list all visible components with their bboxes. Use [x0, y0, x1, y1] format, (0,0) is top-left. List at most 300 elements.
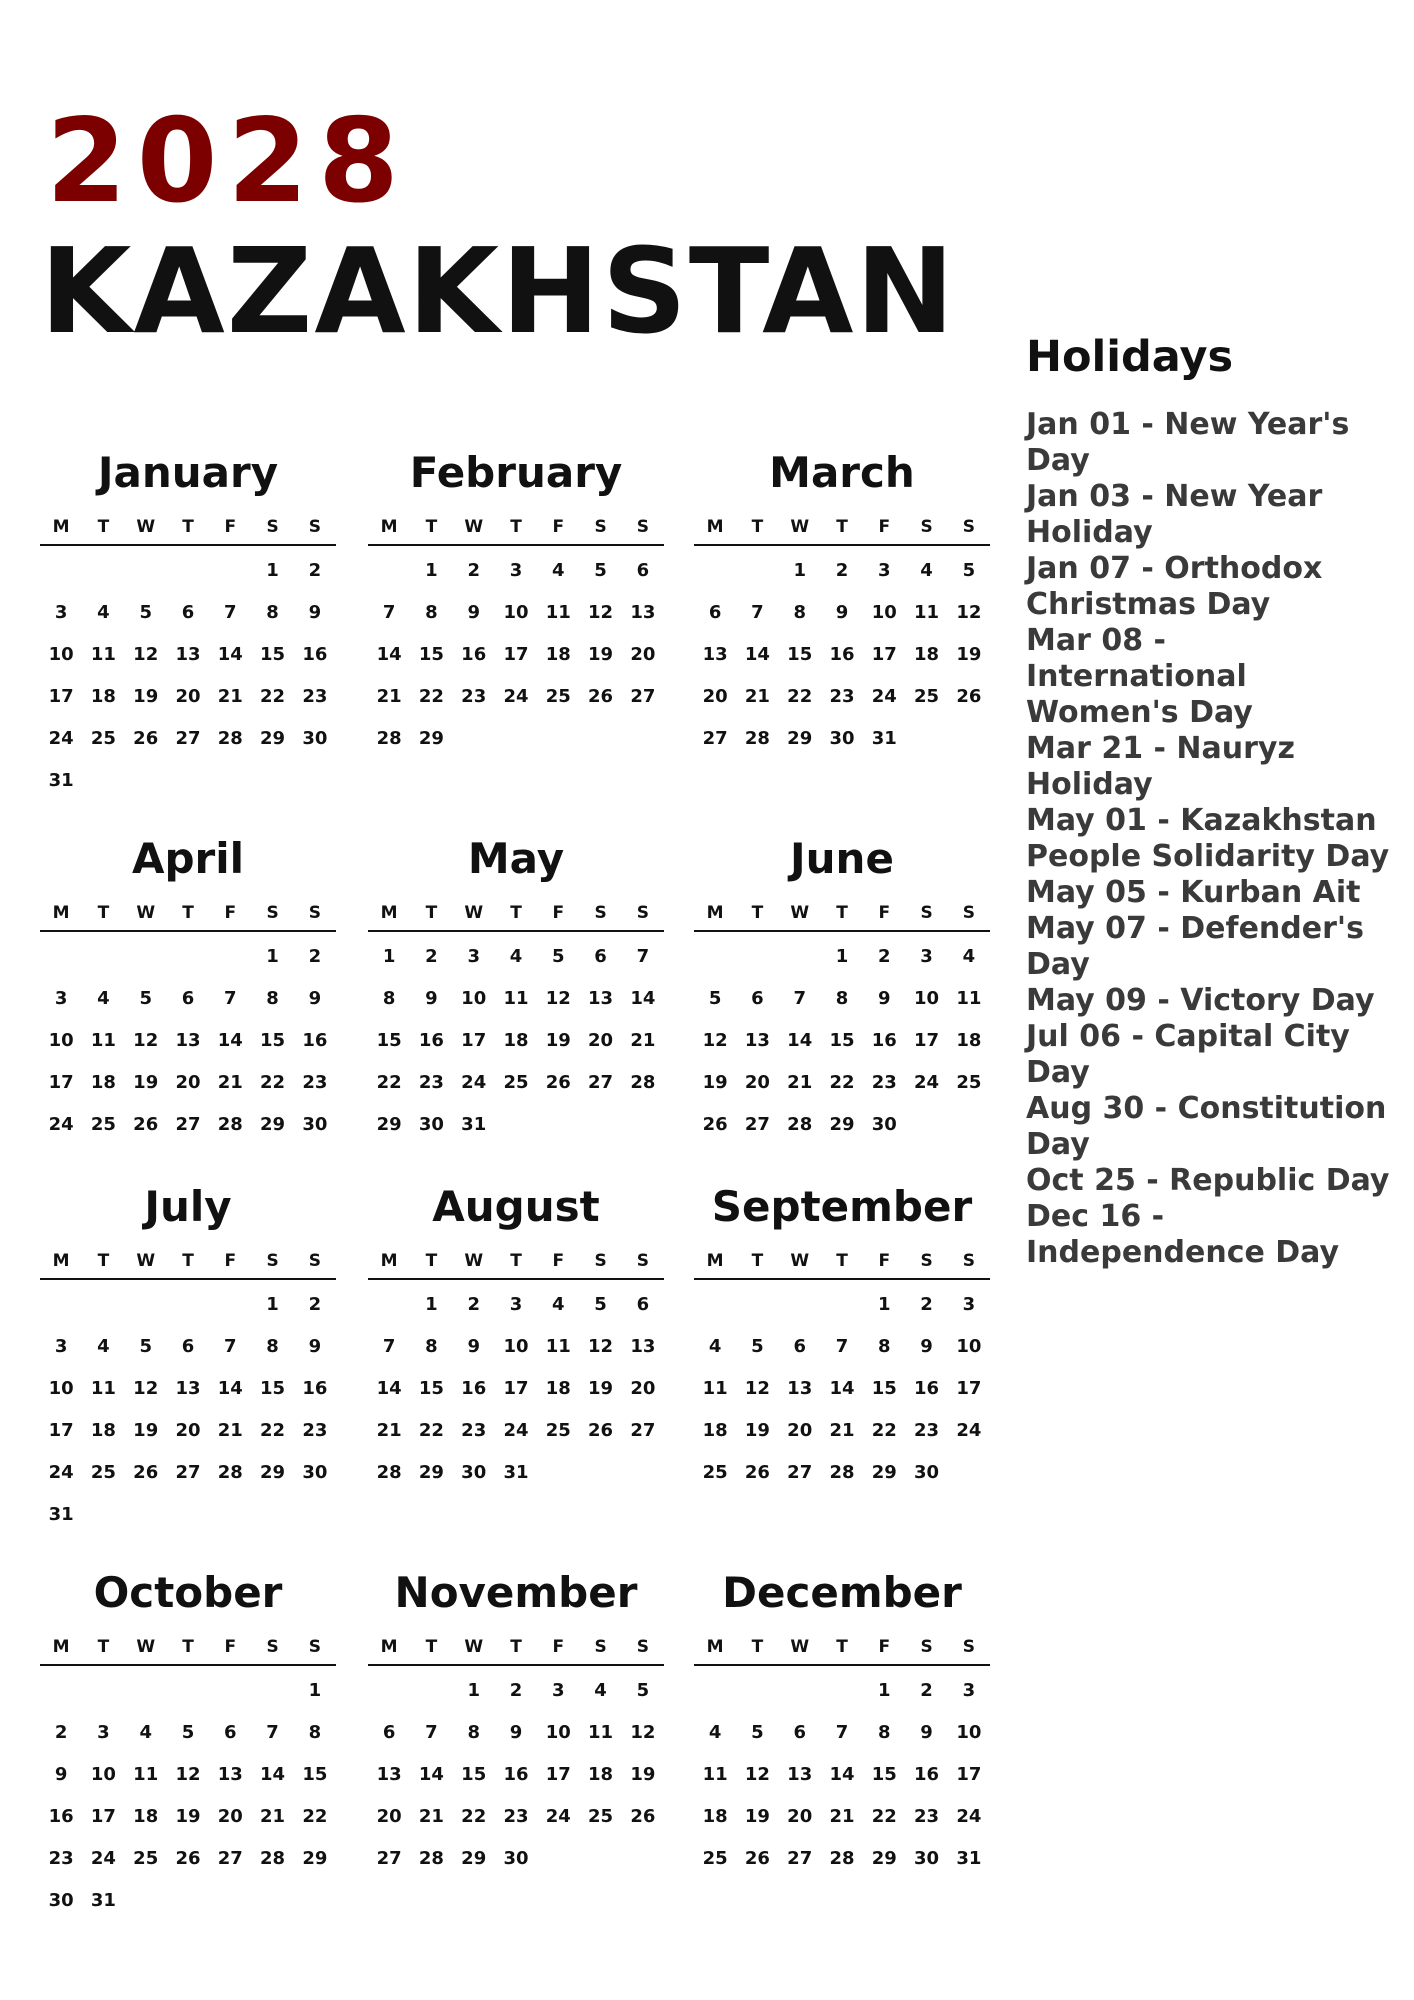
day-cell: 22 — [871, 1420, 897, 1441]
weekday-label: F — [878, 517, 891, 537]
holiday-item: Jul 06 - Capital City Day — [1026, 1019, 1350, 1090]
day-cell: 18 — [90, 1420, 116, 1441]
day-cell: 27 — [175, 1462, 201, 1483]
holidays-title: Holidays — [1026, 332, 1234, 382]
weekday-label: S — [636, 517, 649, 537]
day-cell: 16 — [302, 644, 328, 665]
day-cell: 2 — [467, 560, 480, 581]
day-cell: 24 — [545, 1806, 571, 1827]
weekday-label: W — [136, 1251, 156, 1271]
month-name: January — [97, 448, 279, 497]
day-cell: 21 — [630, 1030, 656, 1051]
weekday-label: W — [790, 1251, 810, 1271]
weekday-label: T — [751, 517, 764, 537]
day-cell: 31 — [90, 1890, 116, 1911]
day-cell: 25 — [545, 1420, 571, 1441]
day-cell: 17 — [48, 686, 74, 707]
day-cell: 31 — [871, 728, 897, 749]
day-cell: 29 — [418, 1462, 444, 1483]
day-cell: 29 — [376, 1114, 402, 1135]
day-cell: 11 — [702, 1764, 728, 1785]
day-grid — [40, 1284, 336, 1536]
day-cell: 6 — [594, 946, 607, 967]
day-cell: 27 — [175, 728, 201, 749]
empty-cell — [410, 1670, 452, 1712]
day-cell: 29 — [260, 1462, 286, 1483]
day-cell: 14 — [260, 1764, 286, 1785]
day-cell: 18 — [702, 1420, 728, 1441]
day-cell: 4 — [920, 560, 933, 581]
month-name: August — [432, 1182, 600, 1231]
weekday-label: W — [790, 1637, 810, 1657]
day-cell: 22 — [418, 1420, 444, 1441]
weekday-label: T — [182, 1251, 194, 1271]
day-cell: 22 — [418, 686, 444, 707]
day-cell: 18 — [956, 1030, 982, 1051]
day-cell: 13 — [588, 988, 614, 1009]
day-cell: 28 — [787, 1114, 813, 1135]
day-cell: 15 — [418, 644, 444, 665]
empty-cell — [209, 550, 251, 592]
empty-cell — [40, 936, 82, 978]
day-cell: 2 — [54, 1722, 68, 1743]
day-cell: 22 — [260, 1420, 286, 1441]
weekday-label: S — [266, 517, 279, 537]
weekday-label: T — [510, 1251, 522, 1271]
day-cell: 30 — [302, 1114, 328, 1135]
empty-cell — [209, 1670, 251, 1712]
day-cell: 11 — [545, 602, 571, 623]
day-cell: 23 — [48, 1848, 74, 1869]
day-cell: 5 — [552, 946, 565, 967]
day-cell: 16 — [302, 1378, 328, 1399]
weekday-label: S — [636, 1637, 649, 1657]
day-cell: 8 — [382, 988, 396, 1009]
day-cell: 9 — [54, 1764, 68, 1785]
day-cell: 10 — [545, 1722, 571, 1743]
day-cell: 3 — [54, 1336, 68, 1357]
month-june — [694, 826, 990, 1146]
day-cell: 3 — [920, 946, 933, 967]
month-name: July — [144, 1182, 232, 1231]
day-cell: 12 — [545, 988, 571, 1009]
day-cell: 4 — [97, 602, 110, 623]
day-cell: 30 — [503, 1848, 529, 1869]
weekday-label: F — [878, 903, 891, 923]
holiday-item: Mar 08 - International Women's Day — [1026, 623, 1253, 730]
day-cell: 28 — [376, 1462, 402, 1483]
day-grid — [40, 550, 336, 802]
day-cell: 28 — [829, 1462, 855, 1483]
day-cell: 11 — [914, 602, 940, 623]
day-cell: 15 — [260, 1030, 286, 1051]
weekday-label: M — [380, 1251, 398, 1271]
day-cell: 2 — [835, 560, 849, 581]
day-cell: 22 — [871, 1806, 897, 1827]
day-cell: 5 — [751, 1336, 764, 1357]
day-cell: 20 — [217, 1806, 243, 1827]
day-cell: 23 — [914, 1420, 940, 1441]
day-cell: 18 — [545, 1378, 571, 1399]
weekday-label: S — [962, 1637, 975, 1657]
day-cell: 27 — [376, 1848, 402, 1869]
empty-cell — [167, 936, 209, 978]
day-cell: 10 — [48, 1030, 74, 1051]
day-cell: 22 — [461, 1806, 487, 1827]
day-cell: 6 — [636, 1294, 650, 1315]
day-cell: 31 — [503, 1462, 529, 1483]
day-cell: 27 — [630, 1420, 656, 1441]
empty-cell — [209, 1284, 251, 1326]
day-cell: 13 — [630, 1336, 656, 1357]
day-cell: 14 — [418, 1764, 444, 1785]
day-cell: 23 — [461, 686, 487, 707]
month-october — [40, 1560, 336, 1922]
day-cell: 25 — [545, 686, 571, 707]
day-cell: 26 — [588, 1420, 614, 1441]
weekday-label: F — [552, 903, 565, 923]
day-cell: 12 — [133, 644, 159, 665]
day-cell: 20 — [702, 686, 728, 707]
weekday-header — [40, 1244, 336, 1280]
holiday-item: Dec 16 - Independence Day — [1026, 1199, 1340, 1270]
day-cell: 26 — [588, 686, 614, 707]
day-cell: 4 — [962, 946, 976, 967]
month-december — [694, 1560, 990, 1880]
weekday-label: W — [136, 903, 156, 923]
empty-cell — [736, 550, 778, 592]
weekday-label: T — [836, 1251, 848, 1271]
day-cell: 8 — [467, 1722, 480, 1743]
weekday-label: S — [308, 1251, 321, 1271]
day-cell: 27 — [175, 1114, 201, 1135]
empty-cell — [125, 1284, 167, 1326]
day-cell: 30 — [871, 1114, 897, 1135]
day-cell: 11 — [503, 988, 529, 1009]
weekday-header — [368, 510, 664, 546]
day-cell: 31 — [461, 1114, 487, 1135]
weekday-label: S — [594, 903, 607, 923]
holiday-item: Jan 07 - Orthodox Christmas Day — [1026, 551, 1323, 622]
weekday-label: T — [182, 903, 194, 923]
holiday-item: May 05 - Kurban Ait — [1026, 875, 1361, 910]
month-name: June — [790, 834, 894, 883]
day-cell: 20 — [630, 644, 656, 665]
empty-cell — [167, 1670, 209, 1712]
empty-cell — [368, 1284, 410, 1326]
day-cell: 7 — [835, 1336, 849, 1357]
day-cell: 8 — [308, 1722, 322, 1743]
weekday-label: S — [594, 1637, 607, 1657]
weekday-label: S — [920, 1251, 933, 1271]
day-cell: 28 — [630, 1072, 656, 1093]
day-cell: 22 — [829, 1072, 855, 1093]
empty-cell — [82, 1670, 124, 1712]
day-cell: 26 — [133, 1114, 159, 1135]
month-name: May — [467, 834, 565, 883]
day-cell: 16 — [914, 1764, 940, 1785]
day-grid — [368, 1284, 664, 1494]
day-cell: 26 — [630, 1806, 656, 1827]
day-cell: 16 — [914, 1378, 940, 1399]
month-name: October — [93, 1568, 283, 1617]
weekday-label: T — [182, 517, 194, 537]
weekday-label: S — [636, 1251, 649, 1271]
day-cell: 1 — [425, 560, 438, 581]
day-cell: 28 — [418, 1848, 444, 1869]
day-cell: 1 — [382, 946, 396, 967]
day-cell: 18 — [90, 686, 116, 707]
day-cell: 7 — [751, 602, 764, 623]
day-cell: 16 — [871, 1030, 897, 1051]
empty-cell — [694, 550, 736, 592]
day-cell: 7 — [382, 1336, 396, 1357]
weekday-label: T — [425, 517, 438, 537]
day-cell: 28 — [376, 728, 402, 749]
weekday-header — [694, 510, 990, 546]
day-cell: 12 — [744, 1764, 770, 1785]
day-cell: 8 — [793, 602, 806, 623]
day-cell: 21 — [376, 686, 402, 707]
day-cell: 12 — [133, 1030, 159, 1051]
day-cell: 6 — [793, 1336, 806, 1357]
weekday-label: M — [706, 1637, 724, 1657]
day-grid — [368, 1670, 664, 1880]
day-cell: 21 — [829, 1420, 855, 1441]
weekday-label: T — [751, 1251, 764, 1271]
day-cell: 13 — [630, 602, 656, 623]
day-cell: 6 — [181, 1336, 195, 1357]
day-cell: 21 — [217, 686, 243, 707]
day-cell: 28 — [217, 1462, 243, 1483]
day-cell: 1 — [467, 1680, 480, 1701]
day-cell: 8 — [266, 1336, 279, 1357]
empty-cell — [821, 1284, 863, 1326]
day-cell: 13 — [787, 1378, 813, 1399]
empty-cell — [736, 936, 778, 978]
day-cell: 8 — [425, 602, 438, 623]
day-cell: 5 — [139, 602, 152, 623]
weekday-label: S — [594, 1251, 607, 1271]
weekday-label: M — [52, 517, 70, 537]
day-cell: 3 — [509, 1294, 523, 1315]
day-cell: 30 — [48, 1890, 74, 1911]
day-cell: 7 — [224, 988, 237, 1009]
empty-cell — [779, 1670, 821, 1712]
day-cell: 15 — [829, 1030, 855, 1051]
day-cell: 7 — [793, 988, 806, 1009]
day-cell: 30 — [302, 1462, 328, 1483]
day-cell: 11 — [956, 988, 982, 1009]
day-grid — [40, 1670, 336, 1922]
weekday-label: M — [52, 1637, 70, 1657]
empty-cell — [736, 1284, 778, 1326]
day-cell: 18 — [503, 1030, 529, 1051]
day-cell: 18 — [914, 644, 940, 665]
day-cell: 20 — [787, 1420, 813, 1441]
day-cell: 6 — [181, 602, 195, 623]
day-cell: 13 — [217, 1764, 243, 1785]
day-cell: 14 — [217, 1378, 243, 1399]
weekday-header — [40, 510, 336, 546]
day-cell: 1 — [878, 1294, 891, 1315]
day-cell: 25 — [90, 728, 116, 749]
weekday-label: S — [920, 517, 933, 537]
day-cell: 17 — [48, 1072, 74, 1093]
day-grid — [40, 936, 336, 1146]
day-cell: 3 — [878, 560, 891, 581]
day-cell: 13 — [702, 644, 728, 665]
day-cell: 6 — [708, 602, 722, 623]
day-cell: 13 — [744, 1030, 770, 1051]
day-cell: 25 — [588, 1806, 614, 1827]
weekday-label: W — [464, 903, 484, 923]
weekday-label: T — [751, 903, 764, 923]
day-cell: 18 — [133, 1806, 159, 1827]
day-cell: 4 — [97, 1336, 110, 1357]
day-cell: 4 — [139, 1722, 152, 1743]
day-cell: 1 — [835, 946, 849, 967]
day-cell: 10 — [956, 1722, 982, 1743]
month-name: March — [769, 448, 915, 497]
day-cell: 21 — [829, 1806, 855, 1827]
day-cell: 24 — [503, 686, 529, 707]
empty-cell — [40, 1284, 82, 1326]
weekday-label: S — [594, 517, 607, 537]
day-cell: 6 — [636, 560, 650, 581]
day-cell: 16 — [48, 1806, 74, 1827]
day-cell: 17 — [871, 644, 897, 665]
day-cell: 24 — [871, 686, 897, 707]
day-grid — [694, 1670, 990, 1880]
weekday-label: T — [510, 903, 522, 923]
day-cell: 12 — [588, 602, 614, 623]
day-cell: 13 — [175, 1378, 201, 1399]
weekday-label: S — [962, 903, 975, 923]
weekday-label: S — [308, 903, 321, 923]
holiday-item: Jan 01 - New Year's Day — [1026, 407, 1350, 478]
day-cell: 10 — [48, 644, 74, 665]
day-cell: 24 — [956, 1420, 982, 1441]
day-cell: 12 — [702, 1030, 728, 1051]
day-cell: 30 — [418, 1114, 444, 1135]
holiday-item: May 07 - Defender's Day — [1026, 911, 1364, 982]
day-grid — [694, 1284, 990, 1494]
day-cell: 13 — [787, 1764, 813, 1785]
day-cell: 2 — [467, 1294, 480, 1315]
day-cell: 17 — [461, 1030, 487, 1051]
weekday-header — [694, 1244, 990, 1280]
day-cell: 3 — [962, 1680, 976, 1701]
day-cell: 11 — [90, 644, 116, 665]
weekday-label: T — [182, 1637, 194, 1657]
weekday-label: F — [878, 1637, 891, 1657]
day-cell: 2 — [920, 1680, 933, 1701]
day-cell: 13 — [175, 644, 201, 665]
day-cell: 1 — [266, 946, 279, 967]
day-cell: 4 — [97, 988, 110, 1009]
day-cell: 10 — [90, 1764, 116, 1785]
weekday-label: F — [552, 517, 565, 537]
empty-cell — [694, 1670, 736, 1712]
day-cell: 10 — [914, 988, 940, 1009]
empty-cell — [40, 1670, 82, 1712]
day-cell: 29 — [418, 728, 444, 749]
weekday-label: T — [97, 1251, 110, 1271]
month-name: December — [722, 1568, 962, 1617]
month-name: April — [131, 834, 245, 883]
weekday-label: T — [510, 517, 522, 537]
day-cell: 24 — [503, 1420, 529, 1441]
day-cell: 27 — [217, 1848, 243, 1869]
empty-cell — [82, 550, 124, 592]
day-cell: 20 — [630, 1378, 656, 1399]
day-cell: 26 — [702, 1114, 728, 1135]
holiday-item: Oct 25 - Republic Day — [1026, 1163, 1390, 1198]
weekday-label: M — [706, 517, 724, 537]
day-cell: 14 — [744, 644, 770, 665]
day-cell: 14 — [217, 644, 243, 665]
month-november — [368, 1560, 664, 1880]
month-march — [694, 440, 990, 760]
day-cell: 27 — [630, 686, 656, 707]
day-cell: 15 — [871, 1378, 897, 1399]
day-cell: 7 — [835, 1722, 849, 1743]
day-cell: 6 — [181, 988, 195, 1009]
empty-cell — [125, 1670, 167, 1712]
day-cell: 5 — [139, 1336, 152, 1357]
weekday-label: M — [706, 903, 724, 923]
empty-cell — [779, 936, 821, 978]
weekday-label: S — [308, 1637, 321, 1657]
day-cell: 6 — [382, 1722, 396, 1743]
weekday-label: M — [380, 1637, 398, 1657]
day-cell: 23 — [503, 1806, 529, 1827]
day-cell: 21 — [744, 686, 770, 707]
day-cell: 5 — [594, 560, 607, 581]
day-cell: 28 — [829, 1848, 855, 1869]
day-cell: 1 — [425, 1294, 438, 1315]
weekday-label: S — [962, 1251, 975, 1271]
month-april — [40, 826, 336, 1146]
day-cell: 29 — [829, 1114, 855, 1135]
day-cell: 9 — [308, 602, 322, 623]
day-cell: 12 — [744, 1378, 770, 1399]
weekday-header — [40, 1630, 336, 1666]
holiday-item: Aug 30 - Constitution Day — [1026, 1091, 1387, 1162]
day-cell: 28 — [217, 728, 243, 749]
day-cell: 15 — [871, 1764, 897, 1785]
day-cell: 18 — [90, 1072, 116, 1093]
day-cell: 2 — [425, 946, 438, 967]
weekday-label: S — [266, 1637, 279, 1657]
day-cell: 19 — [133, 1072, 159, 1093]
day-cell: 11 — [133, 1764, 159, 1785]
day-cell: 11 — [90, 1378, 116, 1399]
day-cell: 20 — [175, 686, 201, 707]
weekday-label: M — [52, 903, 70, 923]
day-cell: 28 — [217, 1114, 243, 1135]
weekday-label: W — [464, 1637, 484, 1657]
day-cell: 17 — [48, 1420, 74, 1441]
day-cell: 18 — [702, 1806, 728, 1827]
day-cell: 21 — [787, 1072, 813, 1093]
day-cell: 10 — [956, 1336, 982, 1357]
day-cell: 30 — [461, 1462, 487, 1483]
weekday-label: T — [97, 1637, 110, 1657]
weekday-header — [368, 1630, 664, 1666]
day-cell: 12 — [588, 1336, 614, 1357]
